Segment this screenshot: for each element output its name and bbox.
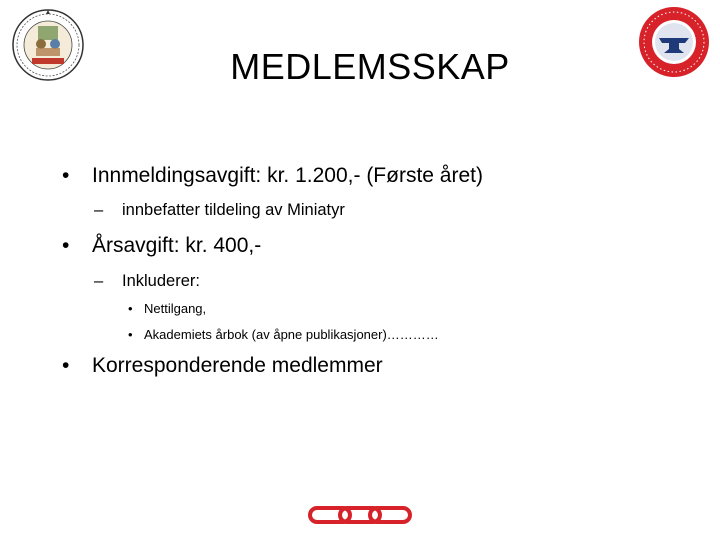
dash-marker: – <box>94 201 104 219</box>
slide-title: MEDLEMSSKAP <box>230 46 510 87</box>
bullet-registration-fee <box>62 164 483 188</box>
bullet-marker: • <box>128 327 133 342</box>
bullet-marker: • <box>128 301 133 316</box>
dash-marker: – <box>94 272 104 290</box>
subsubbullet-network-access <box>128 301 206 316</box>
subbullet-miniature <box>94 201 345 220</box>
bullet-marker: • <box>62 164 70 187</box>
bullet-text: Innmeldingsavgift: kr. 1.200,- (Første året) <box>92 164 483 187</box>
bullet-corresponding-members <box>62 354 383 378</box>
subbullet-includes <box>94 272 200 291</box>
bullet-annual-fee <box>62 234 261 258</box>
bullet-marker: • <box>62 354 70 377</box>
bullet-text: Årsavgift: kr. 400,- <box>92 234 262 257</box>
subsubbullet-text: Nettilgang, <box>144 301 207 316</box>
subbullet-text: Inkluderer: <box>122 272 200 290</box>
bullet-marker: • <box>62 234 70 257</box>
bullet-text: Korresponderende medlemmer <box>92 354 383 377</box>
subsubbullet-text: Akademiets årbok (av åpne publikasjoner)………… <box>144 327 439 342</box>
chain-links-icon <box>308 504 412 526</box>
subbullet-text: innbefatter tildeling av Miniatyr <box>122 201 345 219</box>
subsubbullet-yearbook <box>128 327 439 342</box>
